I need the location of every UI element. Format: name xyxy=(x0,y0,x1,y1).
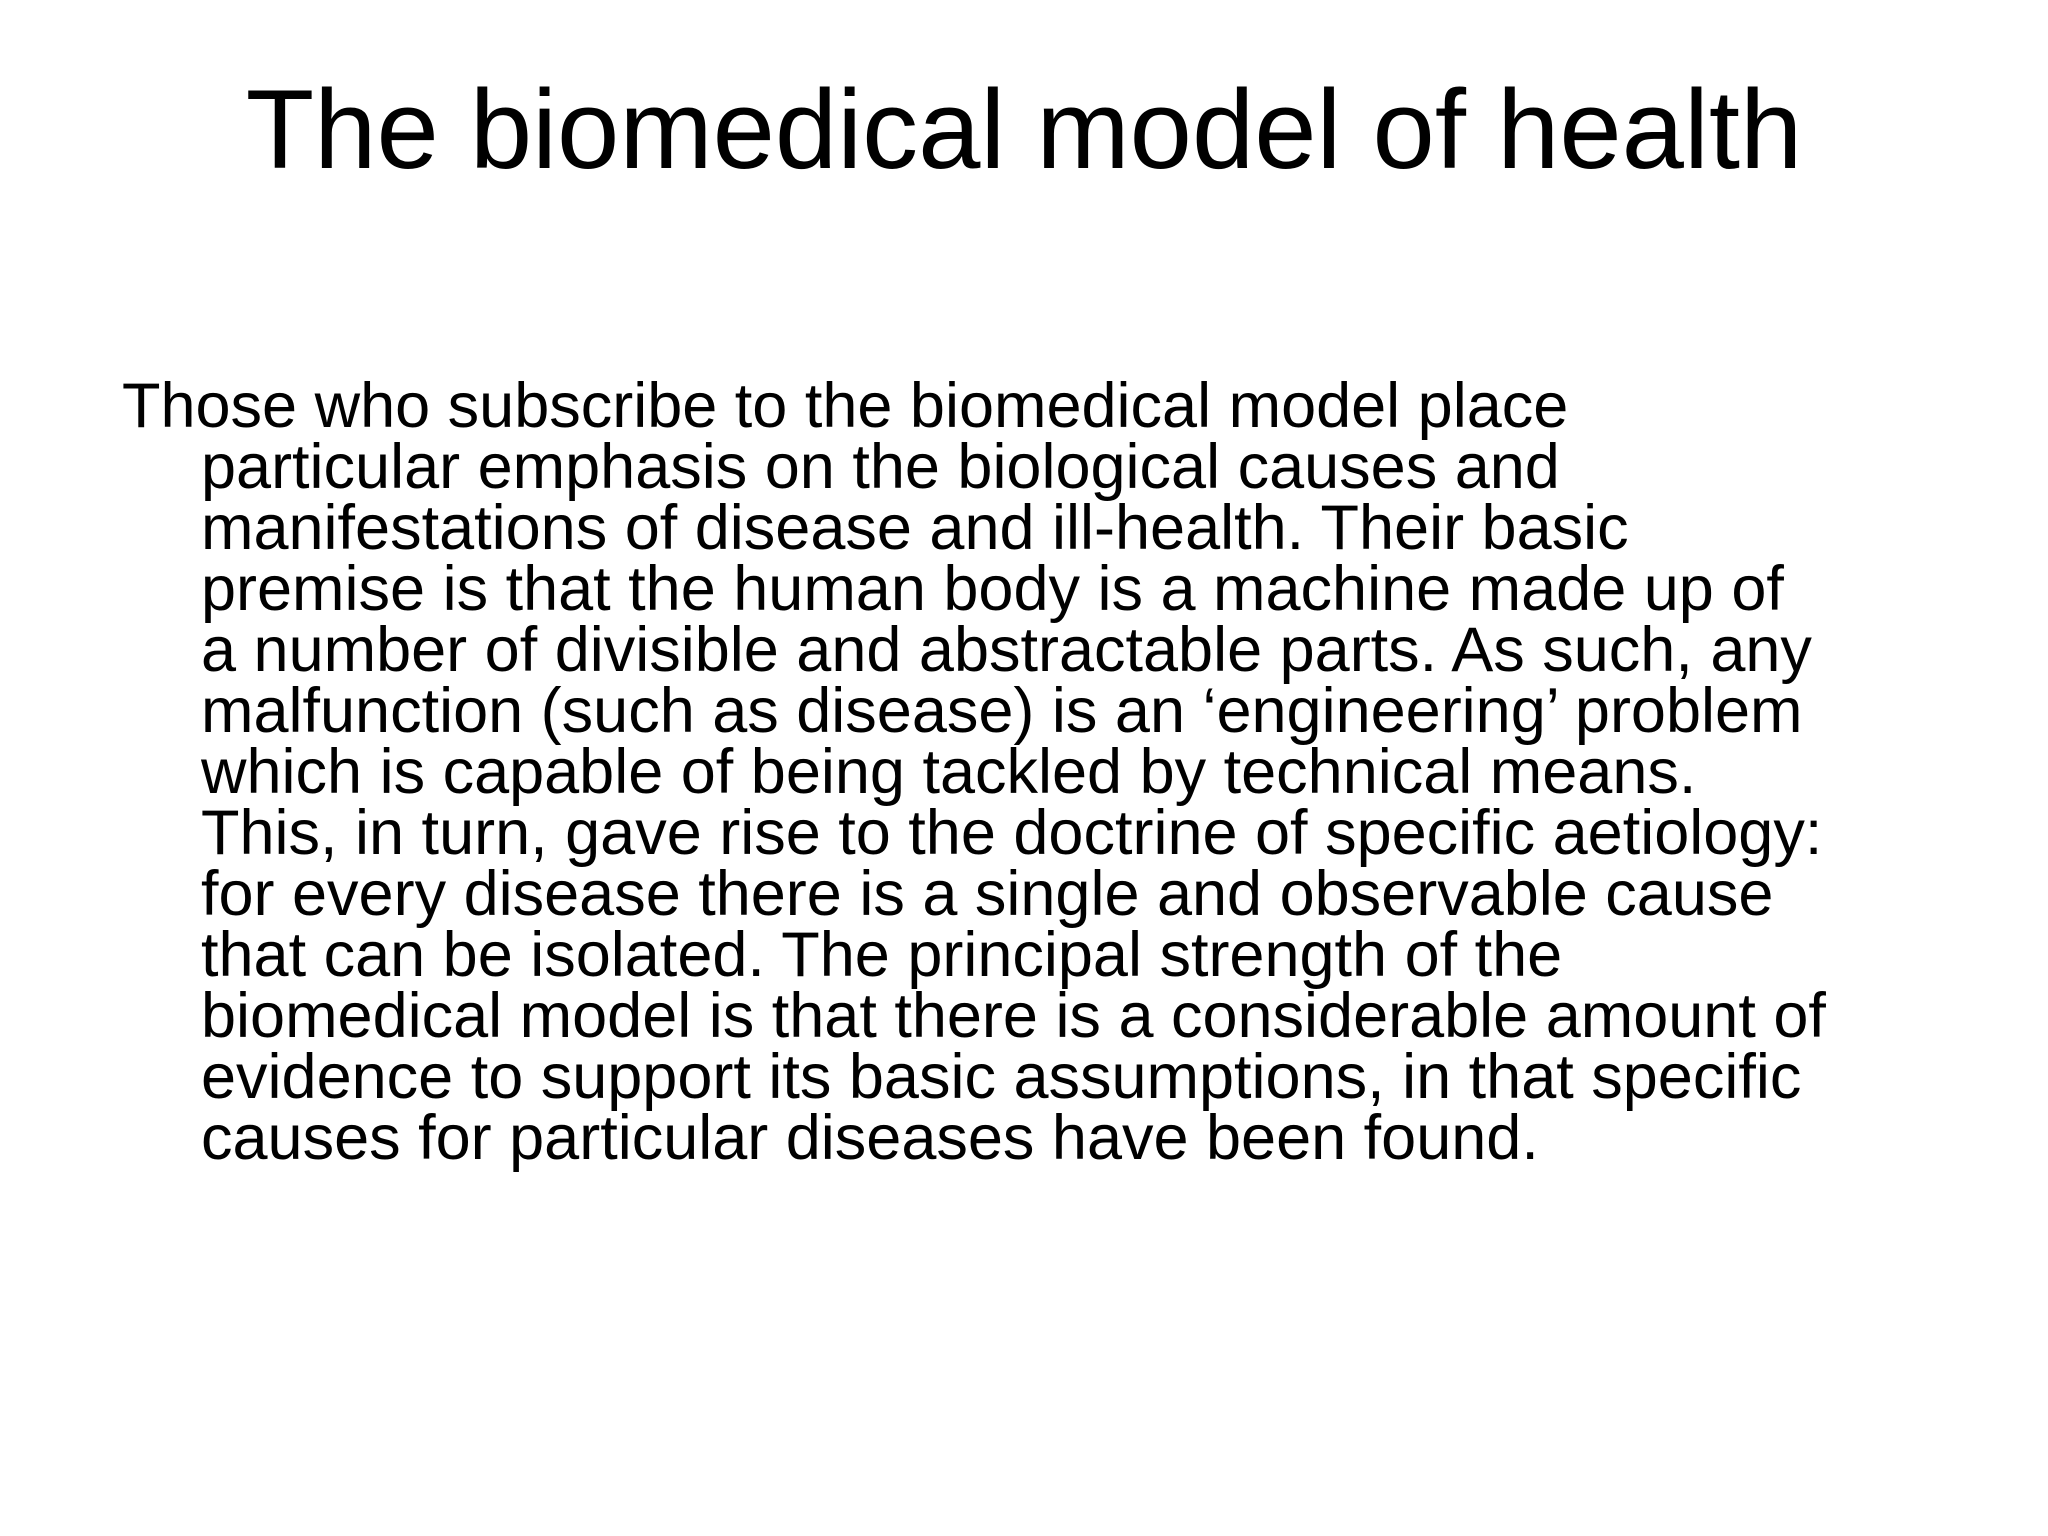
body-line: particular emphasis on the biological causes and xyxy=(201,432,1560,502)
body-line: evidence to support its basic assumptions, in that specific xyxy=(201,1042,1802,1112)
body-line: premise is that the human body is a machine made up of xyxy=(201,554,1784,624)
body-line: Those who subscribe to the biomedical model place xyxy=(122,371,1569,441)
body-line: that can be isolated. The principal strength of the xyxy=(201,920,1563,990)
body-lines xyxy=(122,371,1962,1173)
body-line: which is capable of being tackled by technical means. xyxy=(201,737,1697,807)
slide-title: The biomedical model of health xyxy=(245,67,1803,192)
body-line: This, in turn, gave rise to the doctrine of specific aetiology: xyxy=(201,798,1823,868)
body-line: a number of divisible and abstractable parts. As such, any xyxy=(201,615,1812,685)
body-line: biomedical model is that there is a considerable amount of xyxy=(201,981,1826,1051)
body-line: manifestations of disease and ill-health. Their basic xyxy=(201,493,1629,563)
body-line: causes for particular diseases have been found. xyxy=(201,1103,1539,1173)
body-line: for every disease there is a single and observable cause xyxy=(201,859,1774,929)
body-line: malfunction (such as disease) is an ‘engineering’ problem xyxy=(201,676,1803,746)
body-paragraph xyxy=(122,371,1962,1173)
